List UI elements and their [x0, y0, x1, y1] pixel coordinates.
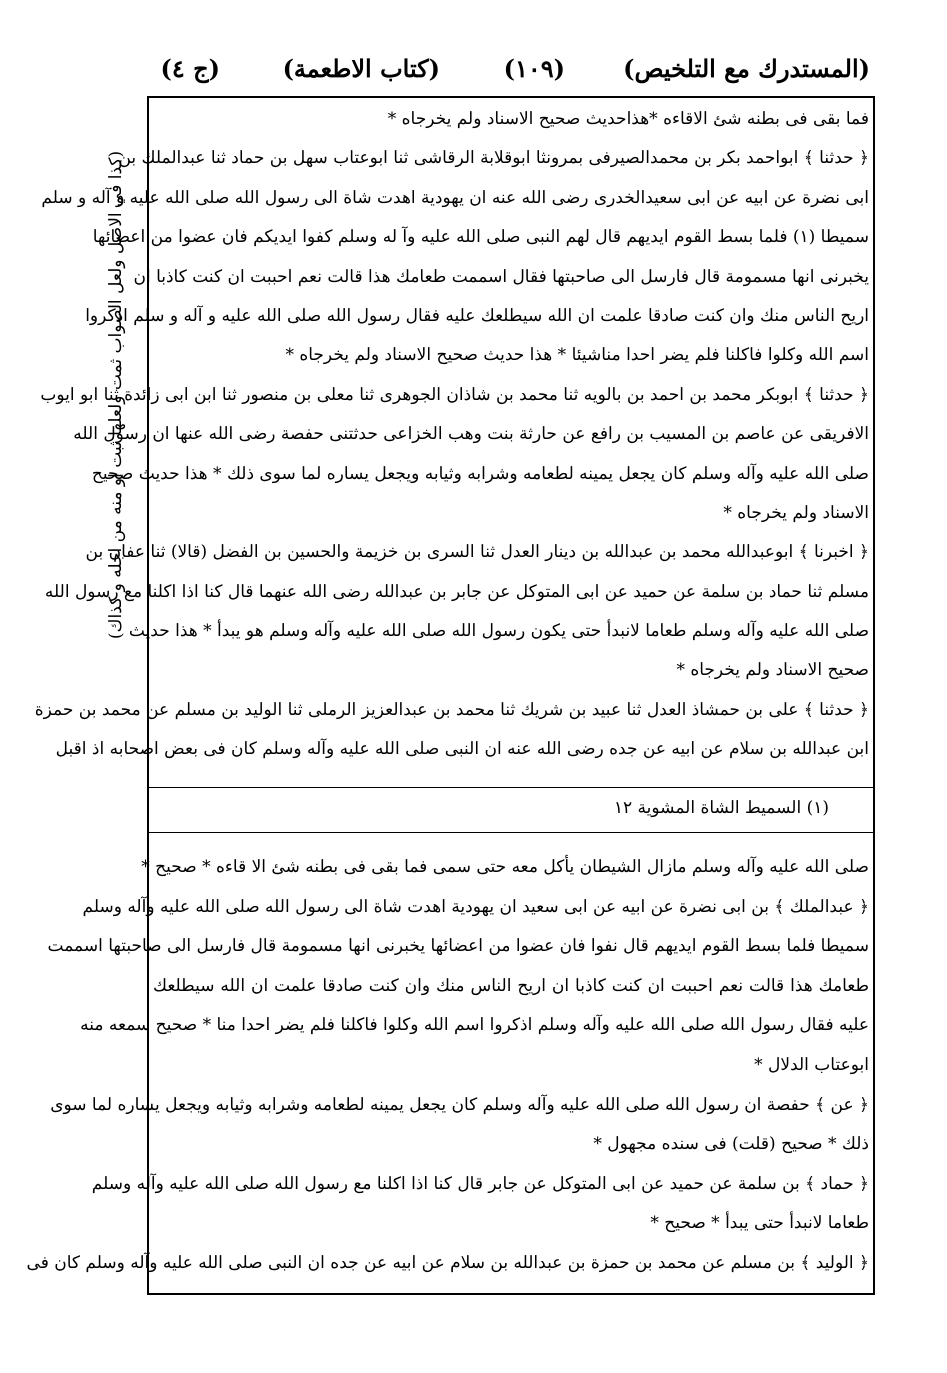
summary-line: ﴿ الوليد ﴾ بن مسلم عن محمد بن حمزة بن عبدالله بن سلام عن ابيه عن جده ان النبى صلى الله عليه وآله وسلم كان فى [26, 1252, 869, 1273]
text-line: ﴿ حدثنا ﴾ ابواحمد بكر بن محمدالصيرفى بمرونثا ابوقلابة الرقاشى ثنا ابوعتاب سهل بن حماد ثنا عبدالملك بن [118, 148, 869, 169]
footnote: (١) السميط الشاة المشوية ١٢ [613, 798, 829, 818]
text-line: فما بقى فى بطنه شئ الاقاءه *هذاحديث صحيح الاسناد ولم يخرجاه * [387, 109, 869, 129]
text-line: صلى الله عليه وآله وسلم كان يجعل يمينه لطعامه وشرابه وثيابه ويجعل يساره لما سوى ذلك * هذا حديث صحيح [91, 463, 869, 484]
book-title: (المستدرك مع التلخيص) [623, 54, 870, 83]
summary-line: طعاما لانبدأ حتى يبدأ * صحيح * [650, 1213, 869, 1234]
text-line: ﴿ اخبرنا ﴾ ابوعبدالله محمد بن عبدالله بن دينار العدل ثنا السرى بن خزيمة والحسين بن الفضل (قالا) ثنا عفان بن [85, 542, 869, 563]
summary-line: عليه فقال رسول الله صلى الله عليه وآله وسلم اذكروا اسم الله وكلوا فاكلنا فلم يضر احدا منا * صحيح سمعه منه [80, 1015, 869, 1036]
summary-line: ﴿ عبدالملك ﴾ بن ابى نضرة عن ابيه عن ابى سعيد ان يهودية اهدت شاة الى رسول الله صلى الله عليه وآله وسلم [82, 896, 869, 917]
text-line: صحيح الاسناد ولم يخرجاه * [676, 660, 869, 681]
text-line: ابن عبدالله بن سلام عن ابيه عن جده رضى الله عنه ان النبى صلى الله عليه وآله وسلم كان فى بعض اصحابه اذ اقبل [55, 739, 869, 760]
footnote-separator-top [147, 787, 875, 788]
volume-number: (ج ٤) [160, 54, 220, 83]
text-line: اسم الله وكلوا فاكلنا فلم يضر احدا مناشيئا * هذا حديث صحيح الاسناد ولم يخرجاه * [285, 345, 869, 366]
summary-line: سميطا فلما بسط القوم ايديهم قال نفوا فان عضوا من اعضائها يخبرنى انها مسمومة قال فارسل الى صاحبتها اسممت [47, 936, 869, 957]
text-line: سميطا (١) فلما بسط القوم ايديهم قال لهم النبى صلى الله عليه وآ له وسلم كفوا ايديكم فان عضوا من اعضائها [92, 227, 869, 248]
text-line: الافريقى عن عاصم بن المسيب بن رافع عن حارثة بنت وهب الخزاعى حدثتنى حفصة رضى الله عنها ان رسول الله [73, 424, 869, 445]
margin-note-text: (كذا في الاصل ولعل الصواب ثمت ولعلها ثبت او منه من اجله و كذاك) [106, 150, 126, 640]
summary-line: طعامك هذا قالت نعم احببت ان كنت كاذبا ان اريح الناس منك وان كنت صادقا علمت ان الله سيطلعك [153, 975, 869, 996]
text-line: صلى الله عليه وآله وسلم طعاما لانبدأ حتى يكون رسول الله صلى الله عليه وآله وسلم هو يبدأ * هذا حديث [128, 621, 869, 642]
summary-line: ذلك * صحيح (قلت) فى سنده مجهول * [593, 1134, 869, 1155]
summary-line: ﴿ عن ﴾ حفصة ان رسول الله صلى الله عليه وآله وسلم كان يجعل يمينه لطعامه وشرابه وثيابه ويجعل يساره لما سوى [50, 1094, 869, 1115]
text-line: يخبرنى انها مسمومة قال فارسل الى صاحبتها فقال اسممت طعامك هذا قالت نعم احببت ان كنت كاذبا ان [133, 266, 869, 287]
text-line: مسلم ثنا حماد بن سلمة عن حميد عن ابى المتوكل عن جابر بن عبدالله رضى الله عنهما قال كنا اذا اكلنا مع رسول الله [44, 581, 869, 602]
summary-text [26, 848, 869, 1284]
text-line: اريح الناس منك وان كنت صادقا علمت ان الله سيطلعك عليه فقال رسول الله صلى الله عليه و آله و سلم اذكروا [85, 305, 869, 326]
chapter-title: (كتاب الاطعمة) [282, 54, 440, 83]
text-line: ﴿ حدثنا ﴾ ابوبكر محمد بن احمد بن بالويه ثنا محمد بن شاذان الجوهرى ثنا معلى بن منصور ثنا ابن ابى زائدة ثنا ابو ايوب [40, 384, 869, 405]
page-number: (١٠٩) [503, 54, 565, 83]
summary-line: ابوعتاب الدلال * [754, 1054, 869, 1075]
summary-line: ﴿ حماد ﴾ بن سلمة عن حميد عن ابى المتوكل عن جابر قال كنا اذا اكلنا مع رسول الله صلى الله عليه وآله وسلم [91, 1173, 869, 1194]
summary-line: صلى الله عليه وآله وسلم مازال الشيطان يأكل معه حتى سمى فما بقى فى بطنه شئ الا قاءه * صحيح * [141, 857, 869, 877]
text-line: ابى نضرة عن ابيه عن ابى سعيدالخدرى رضى الله عنه ان يهودية اهدت شاة الى رسول الله صلى الله عليه و آله و سلم [41, 187, 869, 208]
text-line: ﴿ حدثنا ﴾ على بن حمشاذ العدل ثنا عبيد بن شريك ثنا محمد بن عبدالعزيز الرملى ثنا الوليد بن مسلم عن محمد بن حمزة [34, 699, 869, 720]
page-header [150, 54, 870, 94]
footnote-separator-bottom [147, 832, 875, 833]
text-line: الاسناد ولم يخرجاه * [723, 502, 869, 523]
